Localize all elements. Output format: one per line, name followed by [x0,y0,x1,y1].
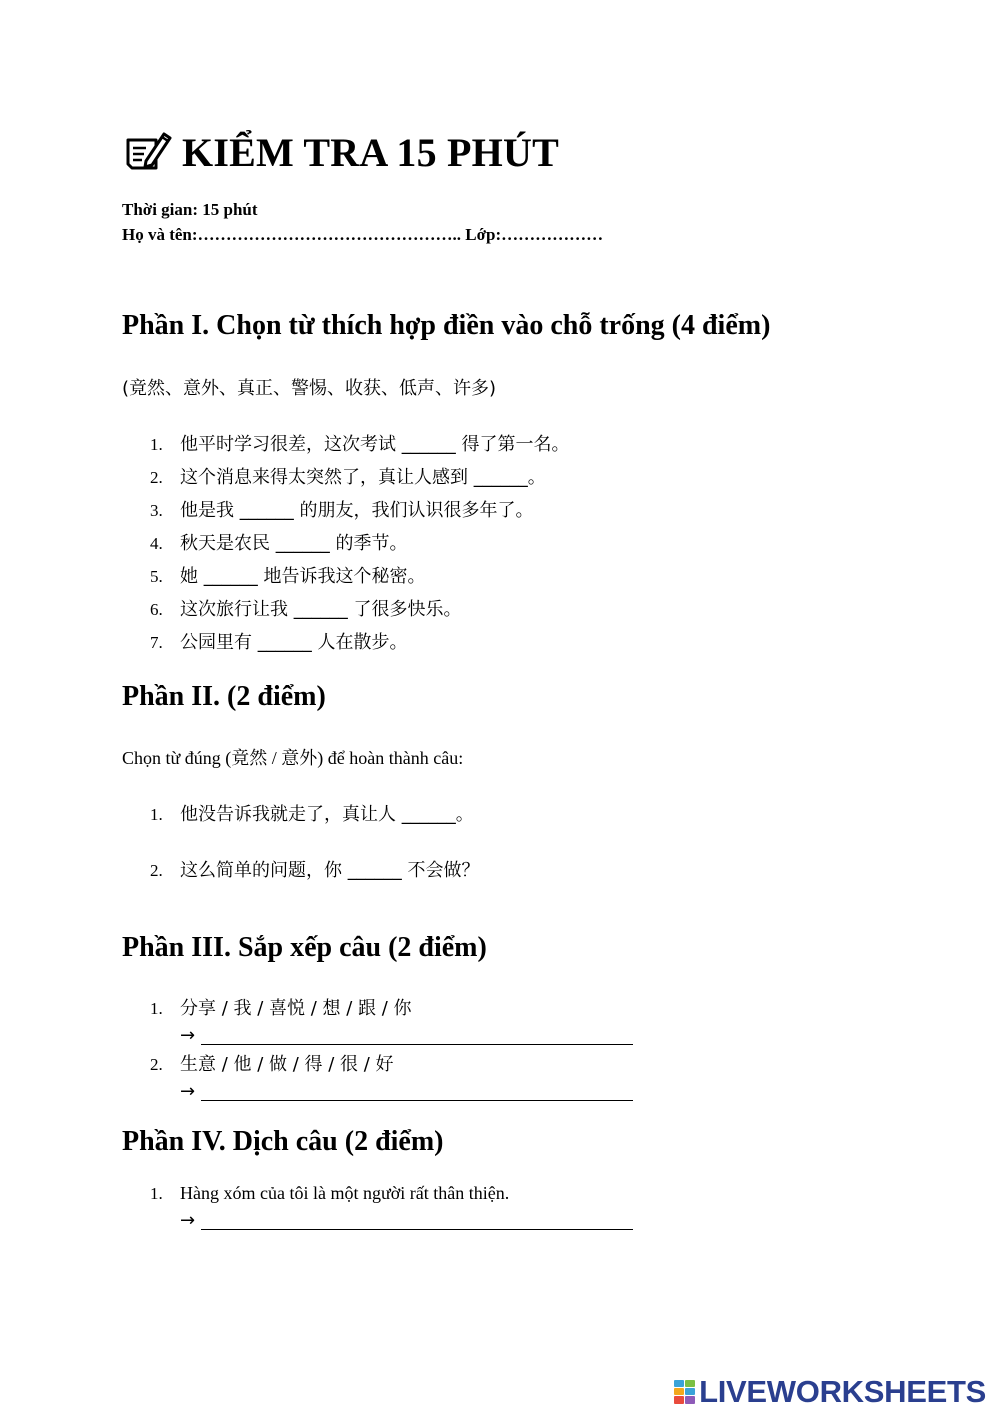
list-item[interactable] [150,856,479,882]
item-number: 2. [150,861,163,880]
item-text: 他没告诉我就走了，真让人 ______。 [180,804,474,825]
item-number: 1. [150,805,163,824]
list-item[interactable] [150,496,533,522]
list-item[interactable] [150,562,425,588]
page-title [122,122,559,182]
answer-line[interactable] [201,1026,633,1045]
answer-field[interactable] [180,1211,633,1230]
item-text: 这个消息来得太突然了，真让人感到 ______。 [180,467,546,488]
list-item[interactable] [150,628,407,654]
list-item[interactable] [150,529,407,555]
item-number: 6. [150,600,163,619]
part4-heading: Phần IV. Dịch câu (2 điểm) [122,1126,444,1157]
part3-heading: Phần III. Sắp xếp câu (2 điểm) [122,932,487,963]
liveworksheets-logo-icon [674,1380,696,1404]
item-text: 公园里有 ______ 人在散步。 [180,632,408,653]
item-number: 2. [150,1055,163,1074]
title-text: KIỂM TRA 15 PHÚT [182,129,559,175]
item-text: 他平时学习很差，这次考试 ______ 得了第一名。 [180,434,570,455]
list-item[interactable] [150,800,474,826]
arrow-icon: → [180,1081,196,1102]
list-item[interactable] [150,463,546,489]
pencil-notepad-icon [122,128,172,176]
arrow-icon: → [180,1210,196,1231]
item-number: 4. [150,534,163,553]
answer-line[interactable] [201,1082,633,1101]
item-text: 这么简单的问题，你 ______ 不会做？ [180,860,480,881]
instruction-text: Chọn từ đúng (竟然 / 意外) để hoàn thành câu: [122,748,464,768]
time-label: Thời gian: 15 phút [122,200,258,219]
list-item [150,1050,394,1076]
item-number: 1. [150,435,163,454]
item-number: 7. [150,633,163,652]
item-text: 她 ______ 地告诉我这个秘密。 [180,566,426,587]
liveworksheets-logo[interactable] [674,1374,986,1410]
item-number: 5. [150,567,163,586]
part2-heading: Phần II. (2 điểm) [122,681,326,712]
part1-heading: Phần I. Chọn từ thích hợp điền vào chỗ trống (4 điểm) [122,310,771,341]
list-item[interactable] [150,430,569,456]
name-class-field[interactable]: Họ và tên:……………………………………….. Lớp:……………… [122,225,604,244]
part2-instruction [122,744,463,770]
arrow-icon: → [180,1025,196,1046]
item-text: 他是我 ______ 的朋友，我们认识很多年了。 [180,500,534,521]
list-item [150,1183,509,1204]
item-number: 1. [150,1184,163,1203]
list-item [150,994,412,1020]
part1-word-bank: (竟然、意外、真正、警惕、收获、低声、许多) [122,378,497,399]
item-text: 分享 / 我 / 喜悦 / 想 / 跟 / 你 [180,998,412,1019]
item-text: 秋天是农民 ______ 的季节。 [180,533,408,554]
list-item[interactable] [150,595,461,621]
item-number: 2. [150,468,163,487]
item-number: 3. [150,501,163,520]
item-text: Hàng xóm của tôi là một người rất thân thiện. [180,1183,510,1203]
item-text: 这次旅行让我 ______ 了很多快乐。 [180,599,462,620]
answer-field[interactable] [180,1082,633,1101]
answer-line[interactable] [201,1211,633,1230]
item-number: 1. [150,999,163,1018]
answer-field[interactable] [180,1026,633,1045]
item-text: 生意 / 他 / 做 / 得 / 很 / 好 [180,1054,394,1075]
logo-text: LIVEWORKSHEETS [699,1374,986,1409]
